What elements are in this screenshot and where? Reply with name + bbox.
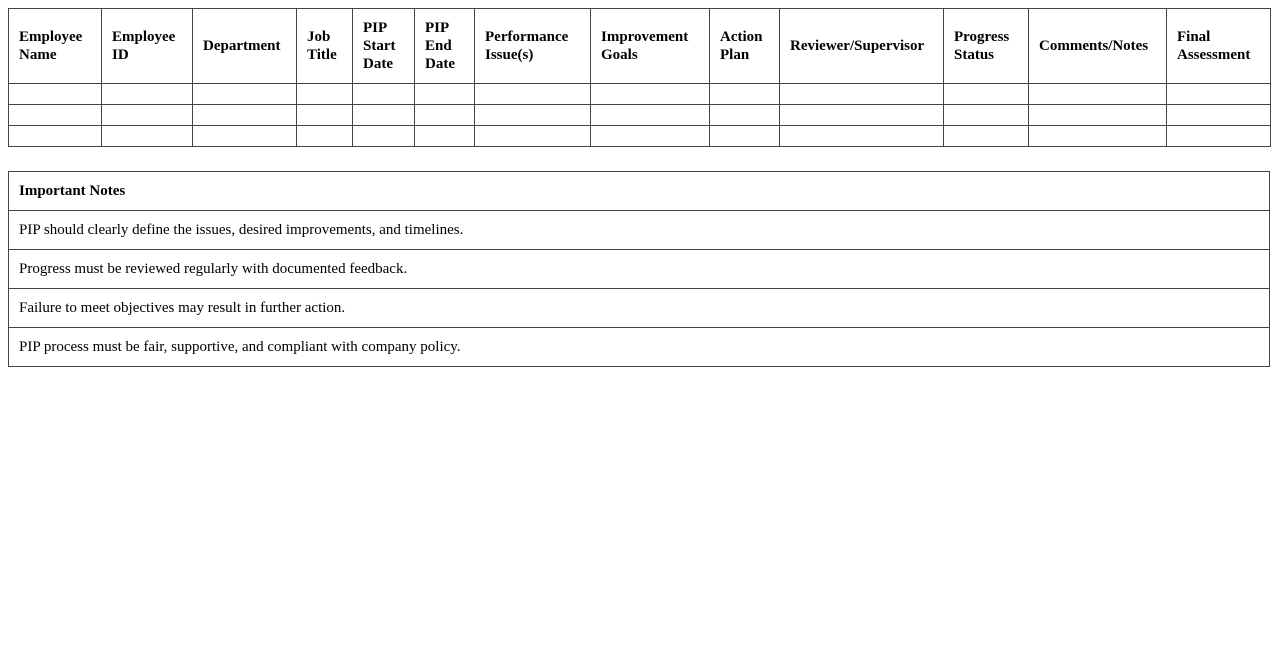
table-cell[interactable] bbox=[353, 105, 415, 126]
pip-table bbox=[8, 8, 1271, 147]
table-cell[interactable] bbox=[591, 84, 710, 105]
table-cell[interactable] bbox=[297, 126, 353, 147]
col-employee-id: Employee ID bbox=[102, 9, 193, 84]
note-item: PIP process must be fair, supportive, and compliant with company policy. bbox=[9, 328, 1270, 367]
table-cell[interactable] bbox=[1029, 105, 1167, 126]
col-pip-end-date: PIP End Date bbox=[415, 9, 475, 84]
table-cell[interactable] bbox=[353, 84, 415, 105]
table-cell[interactable] bbox=[591, 126, 710, 147]
table-row bbox=[9, 84, 1271, 105]
table-cell[interactable] bbox=[193, 105, 297, 126]
table-cell[interactable] bbox=[591, 105, 710, 126]
important-notes-table bbox=[8, 171, 1270, 367]
table-cell[interactable] bbox=[944, 126, 1029, 147]
table-cell[interactable] bbox=[944, 105, 1029, 126]
table-cell[interactable] bbox=[9, 126, 102, 147]
table-cell[interactable] bbox=[944, 84, 1029, 105]
col-improvement-goals: Improvement Goals bbox=[591, 9, 710, 84]
table-cell[interactable] bbox=[297, 105, 353, 126]
table-cell[interactable] bbox=[193, 84, 297, 105]
col-pip-start-date: PIP Start Date bbox=[353, 9, 415, 84]
table-cell[interactable] bbox=[475, 84, 591, 105]
table-cell[interactable] bbox=[9, 105, 102, 126]
col-job-title: Job Title bbox=[297, 9, 353, 84]
page bbox=[8, 8, 1270, 367]
notes-title: Important Notes bbox=[9, 172, 1270, 211]
pip-header-row bbox=[9, 9, 1271, 84]
col-final-assessment: Final Assessment bbox=[1167, 9, 1271, 84]
notes-header-row bbox=[9, 172, 1270, 211]
col-department: Department bbox=[193, 9, 297, 84]
note-row bbox=[9, 250, 1270, 289]
pip-table-body bbox=[9, 84, 1271, 147]
table-cell[interactable] bbox=[780, 84, 944, 105]
note-item: Failure to meet objectives may result in further action. bbox=[9, 289, 1270, 328]
table-cell[interactable] bbox=[475, 105, 591, 126]
table-cell[interactable] bbox=[102, 84, 193, 105]
table-cell[interactable] bbox=[415, 105, 475, 126]
table-cell[interactable] bbox=[102, 126, 193, 147]
note-row bbox=[9, 211, 1270, 250]
table-cell[interactable] bbox=[780, 126, 944, 147]
table-cell[interactable] bbox=[297, 84, 353, 105]
note-item: PIP should clearly define the issues, desired improvements, and timelines. bbox=[9, 211, 1270, 250]
table-cell[interactable] bbox=[1029, 126, 1167, 147]
table-cell[interactable] bbox=[1029, 84, 1167, 105]
table-cell[interactable] bbox=[1167, 84, 1271, 105]
table-cell[interactable] bbox=[353, 126, 415, 147]
table-cell[interactable] bbox=[475, 126, 591, 147]
col-reviewer-supervisor: Reviewer/Supervisor bbox=[780, 9, 944, 84]
col-performance-issues: Performance Issue(s) bbox=[475, 9, 591, 84]
table-cell[interactable] bbox=[102, 105, 193, 126]
note-item: Progress must be reviewed regularly with documented feedback. bbox=[9, 250, 1270, 289]
table-cell[interactable] bbox=[1167, 126, 1271, 147]
note-row bbox=[9, 328, 1270, 367]
col-employee-name: Employee Name bbox=[9, 9, 102, 84]
table-cell[interactable] bbox=[710, 105, 780, 126]
table-cell[interactable] bbox=[415, 84, 475, 105]
table-cell[interactable] bbox=[1167, 105, 1271, 126]
table-cell[interactable] bbox=[710, 84, 780, 105]
table-cell[interactable] bbox=[9, 84, 102, 105]
table-row bbox=[9, 105, 1271, 126]
table-cell[interactable] bbox=[415, 126, 475, 147]
col-progress-status: Progress Status bbox=[944, 9, 1029, 84]
table-cell[interactable] bbox=[193, 126, 297, 147]
note-row bbox=[9, 289, 1270, 328]
table-cell[interactable] bbox=[780, 105, 944, 126]
table-cell[interactable] bbox=[710, 126, 780, 147]
col-comments-notes: Comments/Notes bbox=[1029, 9, 1167, 84]
table-row bbox=[9, 126, 1271, 147]
col-action-plan: Action Plan bbox=[710, 9, 780, 84]
